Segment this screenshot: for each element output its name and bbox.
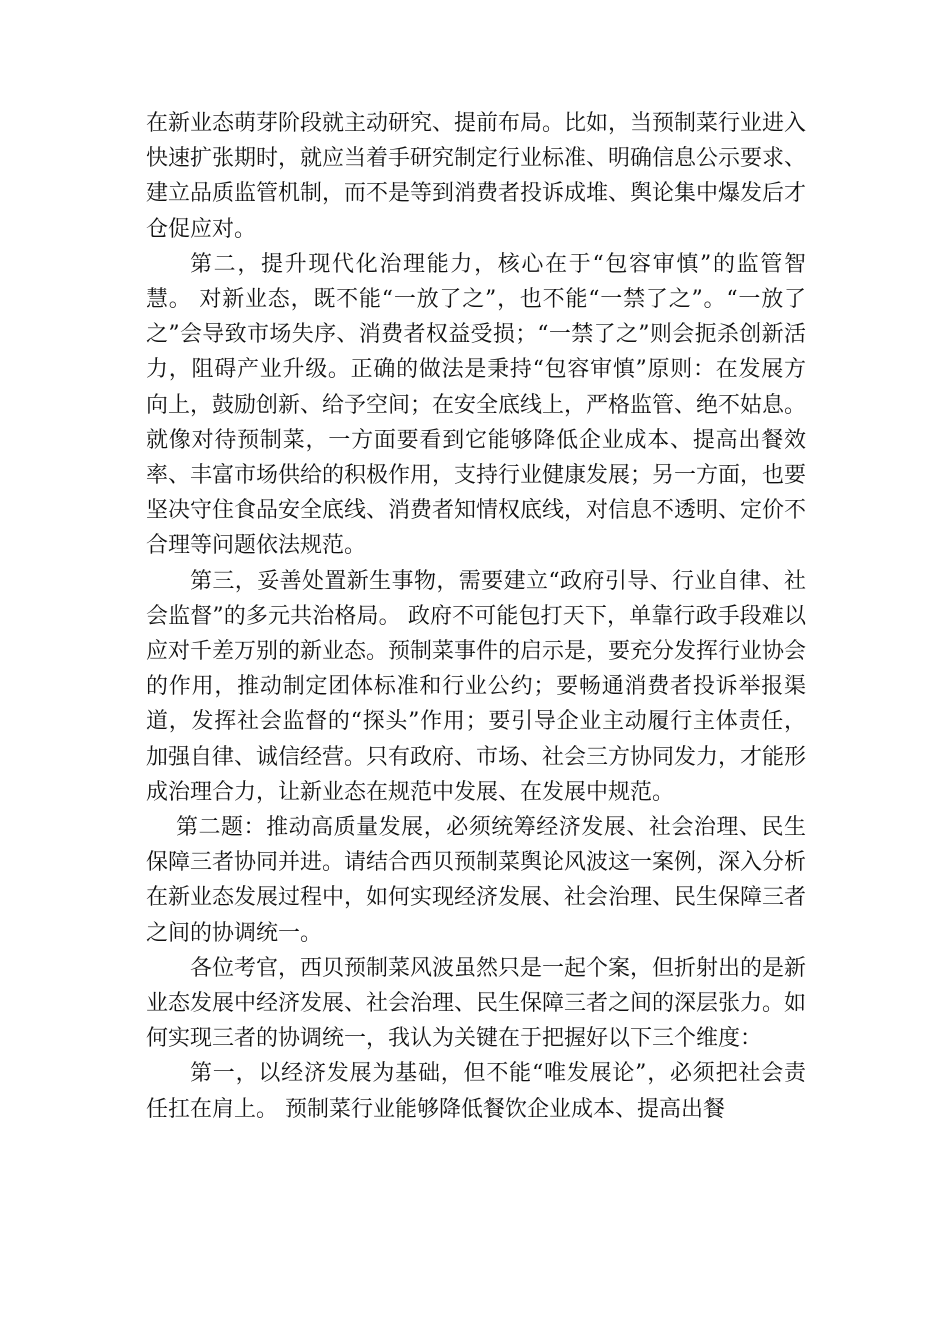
paragraph-second-point: 第二，提升现代化治理能力，核心在于“包容审慎”的监管智慧。 对新业态，既不能“一放了之”，也不能“一禁了之”。“一放了之”会导致市场失序、消费者权益受损；“一禁了之”则会扼杀创新活力，阻碍产业升级。正确的做法是秉持“包容审慎”原则：在发展方向上，鼓励创新、给予空间；在安全底线上，严格监管、绝不姑息。就像对待预制菜，一方面要看到它能够降低企业成本、提高出餐效率、丰富市场供给的积极作用，支持行业健康发展；另一方面，也要坚决守住食品安全底线、消费者知情权底线，对信息不透明、定价不合理等问题依法规范。 xyxy=(146,251,807,559)
question-two: 第二题：推动高质量发展，必须统筹经济发展、社会治理、民生保障三者协同并进。请结合西贝预制菜舆论风波这一案例，深入分析在新业态发展过程中，如何实现经济发展、社会治理、民生保障三者之间的协调统一。 xyxy=(146,815,807,946)
paragraph-third-point: 第三，妥善处置新生事物，需要建立“政府引导、行业自律、社会监督”的多元共治格局。 政府不可能包打天下，单靠行政手段难以应对千差万别的新业态。预制菜事件的启示是，要充分发挥行业协会的作用，推动制定团体标准和行业公约；要畅通消费者投诉举报渠道，发挥社会监督的“探头”作用；要引导企业主动履行主体责任，加强自律、诚信经营。只有政府、市场、社会三方协同发力，才能形成治理合力，让新业态在规范中发展、在发展中规范。 xyxy=(146,568,807,805)
paragraph-continuation: 在新业态萌芽阶段就主动研究、提前布局。比如，当预制菜行业进入快速扩张期时，就应当着手研究制定行业标准、明确信息公示要求、建立品质监管机制，而不是等到消费者投诉成堆、舆论集中爆发后才仓促应对。 xyxy=(146,111,807,242)
paragraph-answer-first-point: 第一，以经济发展为基础，但不能“唯发展论”，必须把社会责任扛在肩上。 预制菜行业能够降低餐饮企业成本、提高出餐 xyxy=(146,1061,806,1122)
document-body xyxy=(146,106,806,1127)
paragraph-answer-intro: 各位考官，西贝预制菜风波虽然只是一起个案，但折射出的是新业态发展中经济发展、社会治理、民生保障三者之间的深层张力。如何实现三者的协调统一，我认为关键在于把握好以下三个维度： xyxy=(146,955,807,1052)
